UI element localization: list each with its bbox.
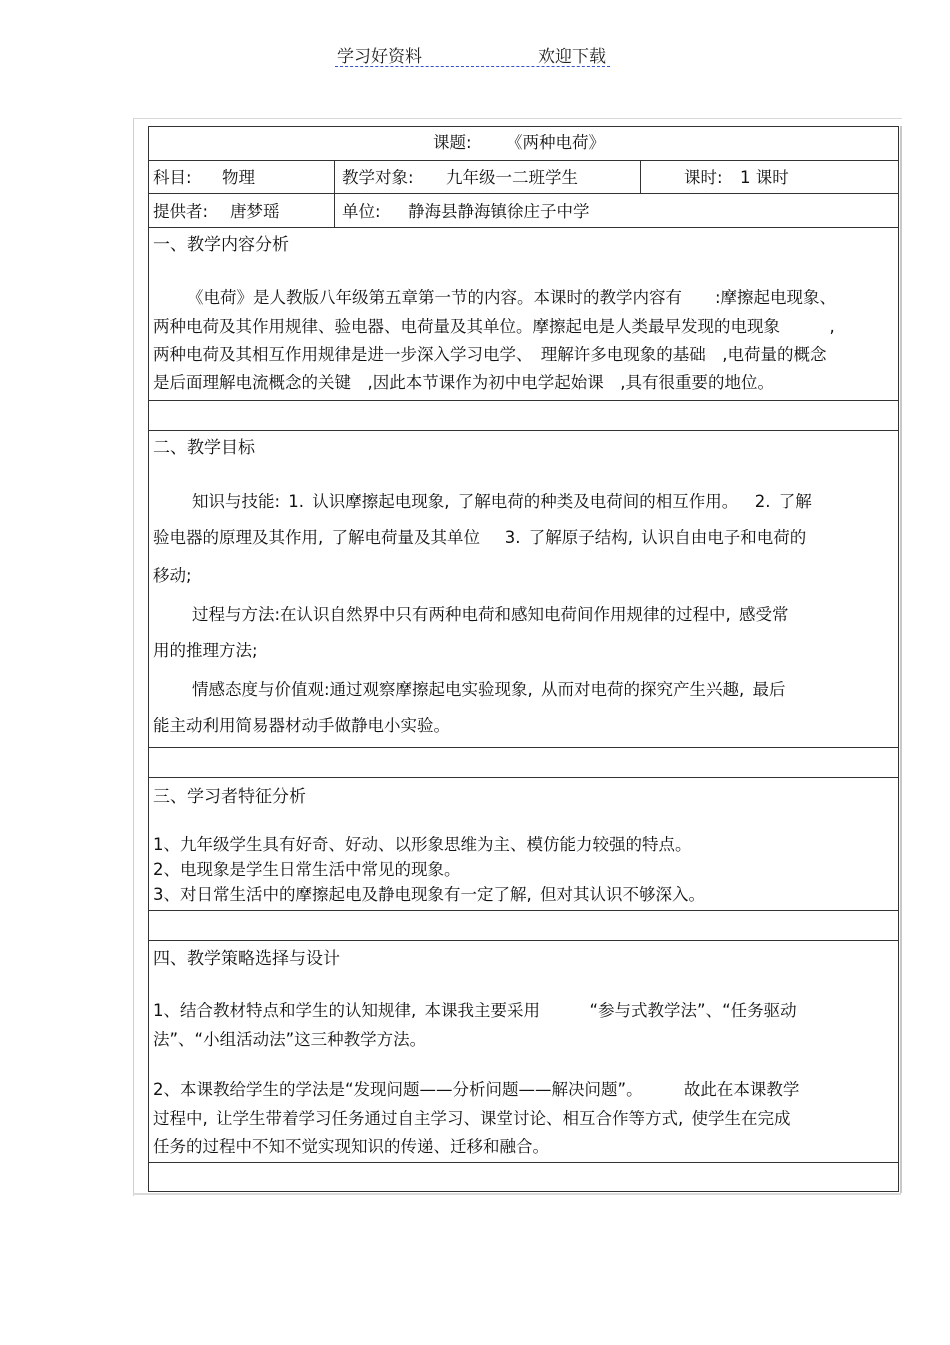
paragraph-line: 法”、“小组活动法”这三种教学方法。 <box>153 1030 427 1049</box>
page-header <box>335 40 610 67</box>
target-value: 九年级一二班学生 <box>446 168 578 187</box>
target-label: 教学对象: <box>342 168 414 187</box>
paragraph-line: 任务的过程中不知不觉实现知识的传递、迁移和融合。 <box>153 1137 549 1156</box>
column-divider <box>334 160 335 227</box>
row-divider <box>149 940 898 941</box>
provider-label: 提供者: <box>153 202 209 221</box>
paragraph-line: 过程与方法:在认识自然界中只有两种电荷和感知电荷间作用规律的过程中, 感受常 <box>192 605 789 624</box>
paragraph-line: 是后面理解电流概念的关键 ,因此本节课作为初中电学起始课 ,具有很重要的地位。 <box>153 373 774 392</box>
paragraph-line: 《电荷》是人教版八年级第五章第一节的内容。本课时的教学内容有 :摩擦起电现象、 <box>187 288 837 307</box>
paragraph-line: 移动; <box>153 566 192 585</box>
row-divider <box>149 777 898 778</box>
section-heading-strategy-design: 四、教学策略选择与设计 <box>153 949 340 969</box>
paragraph-line: 1、结合教材特点和学生的认知规律, 本课我主要采用 “参与式教学法”、“任务驱动 <box>153 1001 797 1020</box>
column-divider <box>640 160 641 193</box>
list-item: 3、对日常生活中的摩擦起电及静电现象有一定了解, 但对其认识不够深入。 <box>153 885 705 904</box>
subject-value: 物理 <box>222 168 255 187</box>
section-heading-learner-analysis: 三、学习者特征分析 <box>153 787 306 807</box>
period-label: 课时: <box>684 168 723 187</box>
paragraph-line: 两种电荷及其作用规律、验电器、电荷量及其单位。摩擦起电是人类最早发现的电现象 , <box>153 317 835 336</box>
title-value: 《两种电荷》 <box>506 133 605 152</box>
frame-shadow-right <box>900 126 902 1193</box>
unit-value: 静海县静海镇徐庄子中学 <box>408 202 590 221</box>
paragraph-line: 过程中, 让学生带着学习任务通过自主学习、课堂讨论、相互合作等方式, 使学生在完成 <box>153 1109 791 1128</box>
paragraph-line: 2、本课教给学生的学法是“发现问题——分析问题——解决问题”。 故此在本课教学 <box>153 1080 800 1099</box>
provider-value: 唐梦瑶 <box>230 202 280 221</box>
header-right-text: 欢迎下载 <box>538 47 606 67</box>
title-label: 课题: <box>433 133 472 152</box>
lesson-plan-table <box>148 126 899 1192</box>
row-divider <box>149 1162 898 1163</box>
period-value: 1 课时 <box>740 168 789 187</box>
row-divider <box>149 160 898 161</box>
paragraph-line: 知识与技能: 1. 认识摩擦起电现象, 了解电荷的种类及电荷间的相互作用。 2. 了解 <box>192 492 812 511</box>
paragraph-line: 两种电荷及其相互作用规律是进一步深入学习电学、 理解许多电现象的基础 ,电荷量的概念 <box>153 345 827 364</box>
row-divider <box>149 430 898 431</box>
row-divider <box>149 193 898 194</box>
subject-label: 科目: <box>153 168 192 187</box>
paragraph-line: 能主动利用简易器材动手做静电小实验。 <box>153 716 450 735</box>
row-divider <box>149 227 898 228</box>
unit-label: 单位: <box>342 202 381 221</box>
paragraph-line: 用的推理方法; <box>153 641 258 660</box>
frame-shadow-bottom <box>133 1193 901 1195</box>
row-divider <box>149 910 898 911</box>
row-divider <box>149 400 898 401</box>
list-item: 1、九年级学生具有好奇、好动、以形象思维为主、模仿能力较强的特点。 <box>153 835 692 854</box>
section-heading-content-analysis: 一、教学内容分析 <box>153 235 289 255</box>
paragraph-line: 验电器的原理及其作用, 了解电荷量及其单位 3. 了解原子结构, 认识自由电子和电荷的 <box>153 528 807 547</box>
header-left-text: 学习好资料 <box>337 47 422 67</box>
list-item: 2、电现象是学生日常生活中常见的现象。 <box>153 860 461 879</box>
paragraph-line: 情感态度与价值观:通过观察摩擦起电实验现象, 从而对电荷的探究产生兴趣, 最后 <box>192 680 786 699</box>
section-heading-teaching-goals: 二、教学目标 <box>153 438 255 458</box>
row-divider <box>149 747 898 748</box>
